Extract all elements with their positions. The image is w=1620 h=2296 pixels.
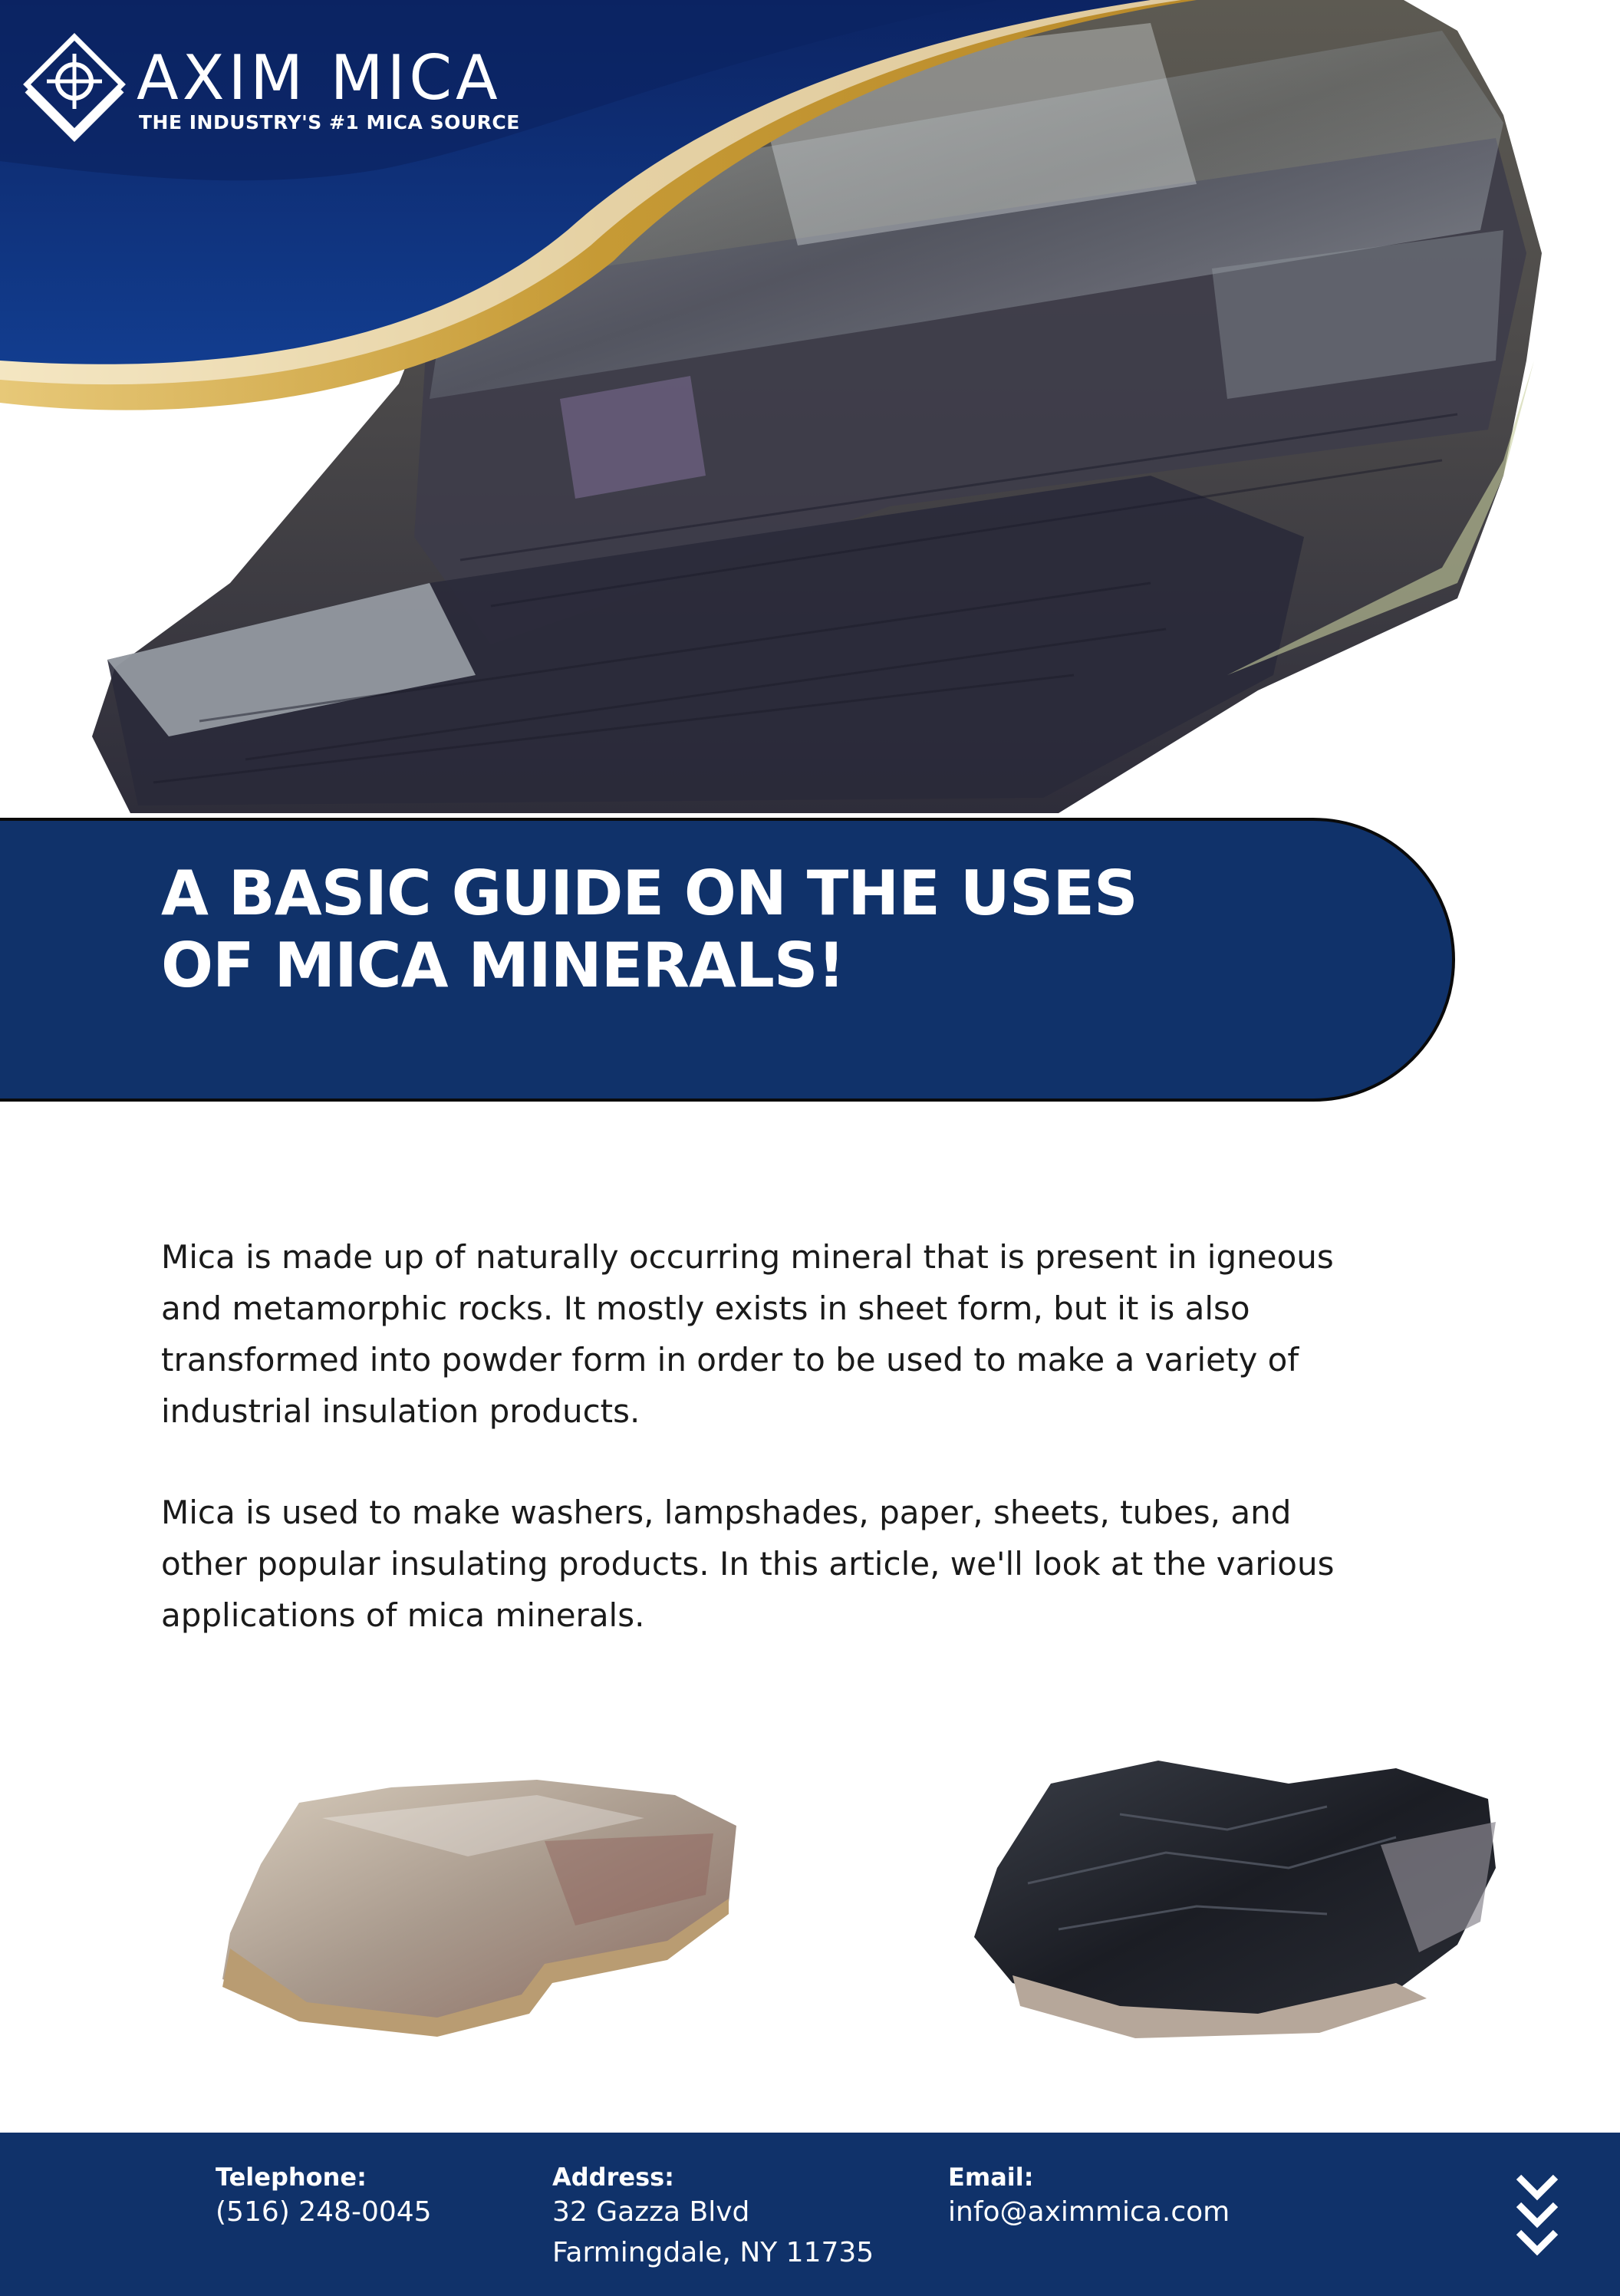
brand-tagline: THE INDUSTRY'S #1 MICA SOURCE (139, 111, 520, 133)
intro-p2-line: applications of mica minerals. (161, 1596, 645, 1634)
telephone-label: Telephone: (216, 2163, 367, 2192)
address-line-1: 32 Gazza Blvd (552, 2196, 750, 2228)
intro-p1-line: Mica is made up of naturally occurring mineral that is present in igneous (161, 1238, 1334, 1276)
page-title (161, 858, 1388, 1002)
intro-p1-line: and metamorphic rocks. It mostly exists in sheet form, but it is also (161, 1290, 1250, 1327)
telephone-link[interactable]: (516) 248-0045 (216, 2196, 432, 2228)
email-label: Email: (948, 2163, 1034, 2192)
intro-paragraph-1 (161, 1231, 1480, 1437)
intro-p1-line: industrial insulation products. (161, 1392, 640, 1430)
intro-p1-line: transformed into powder form in order to be used to make a variety of (161, 1341, 1299, 1379)
triple-chevron-down-icon[interactable] (1514, 2172, 1560, 2258)
page-title-line-1: A BASIC GUIDE ON THE USES (161, 858, 1138, 929)
intro-p2-line: Mica is used to make washers, lampshades, paper, sheets, tubes, and (161, 1494, 1292, 1531)
intro-p2-line: other popular insulating products. In this article, we'll look at the various (161, 1545, 1335, 1583)
address-line-2: Farmingdale, NY 11735 (552, 2237, 874, 2268)
intro-paragraph-2 (161, 1487, 1480, 1641)
dark-biotite-mica-image (966, 1753, 1503, 2044)
email-link[interactable]: info@aximmica.com (948, 2196, 1230, 2228)
address-label: Address: (552, 2163, 674, 2192)
light-mica-sheet-image (215, 1772, 752, 2041)
page-title-line-2: OF MICA MINERALS! (161, 930, 845, 1001)
brand-name: AXIM MICA (137, 42, 502, 114)
